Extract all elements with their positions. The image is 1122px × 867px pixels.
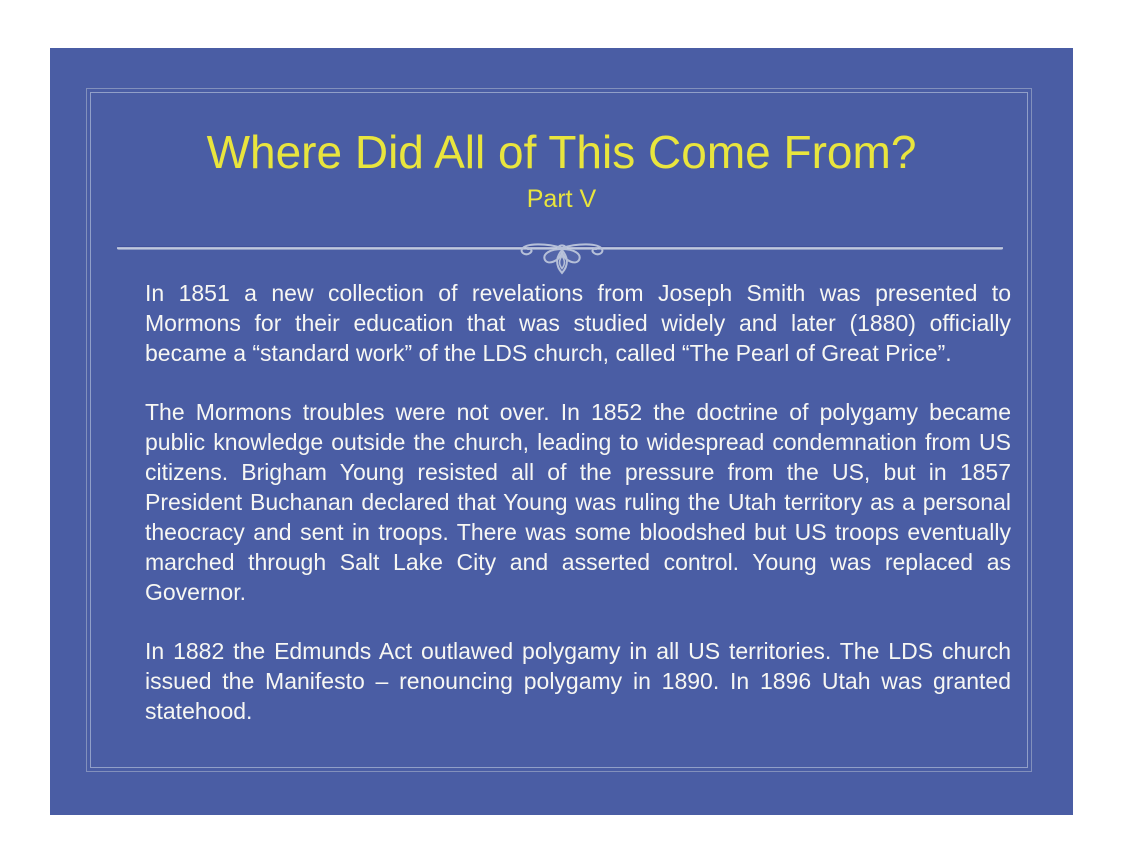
slide-subtitle: Part V xyxy=(526,185,597,213)
presentation-slide xyxy=(50,48,1073,815)
slide-body xyxy=(145,278,1011,726)
body-paragraph: In 1882 the Edmunds Act outlawed polygamy in all US territories. The LDS church issued the Manifesto – renouncing polygamy in 1890. In 1896 Utah was granted statehood. xyxy=(145,638,1011,724)
fleur-ornament-icon xyxy=(518,240,606,280)
slide-title: Where Did All of This Come From? xyxy=(206,126,917,178)
body-paragraph: The Mormons troubles were not over. In 1852 the doctrine of polygamy became public knowledge outside the church, leading to widespread condemnation from US citizens. Brigham Young resisted all of the pressure from the US, but in 1857 President Buchanan declared that Young was ruling the Utah territory as a personal theocracy and sent in troops. There was some bloodshed but US troops eventually marched through Salt Lake City and asserted control. Young was replaced as Governor. xyxy=(145,399,1011,605)
body-paragraph: In 1851 a new collection of revelations from Joseph Smith was presented to Mormons for their education that was studied widely and later (1880) officially became a “standard work” of the LDS church, called “The Pearl of Great Price”. xyxy=(145,280,1011,366)
